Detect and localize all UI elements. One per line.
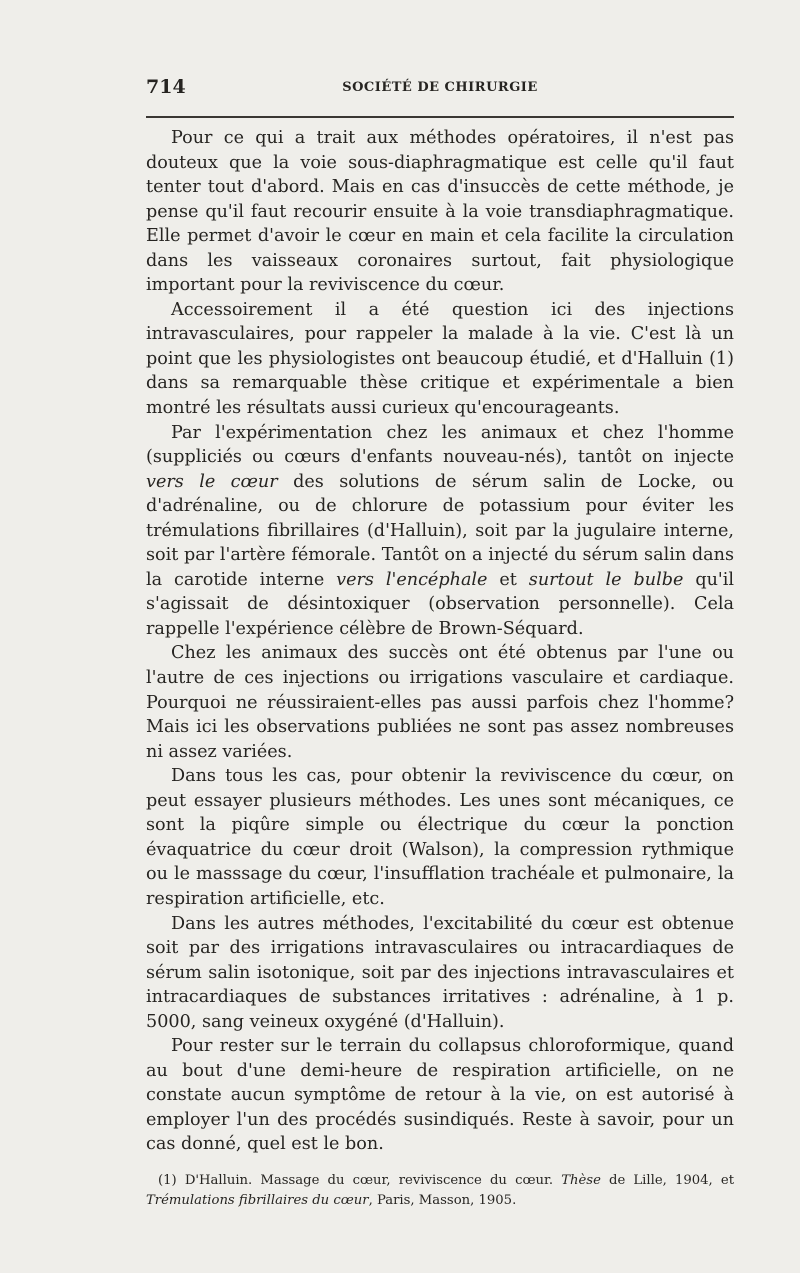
- paragraph-7: Pour rester sur le terrain du collapsus chloroformique, quand au bout d'une demi-heure de respiration artificielle, on ne constate aucun symptôme de retour à la vie, on est autorisé à employer l'un des procédés susindiqués. Reste à savoir, pour un cas donné, quel est le bon.: [146, 1036, 734, 1155]
- footnote: [146, 1171, 734, 1211]
- paragraph-3-italic-b: vers l'encéphale: [336, 569, 488, 590]
- paragraph-6: Dans les autres méthodes, l'excitabilité du cœur est obtenue soit par des irrigations intravasculaires ou intracardiaques de sérum salin isotonique, soit par des injections intravasculaires et intracardiaques de substances irritatives : adrénaline, à 1 p. 5000, sang veineux oxygéné (d'Halluin).: [146, 913, 734, 1032]
- paragraph-3-text-a: Par l'expérimentation chez les animaux et chez l'homme (suppliciés ou cœurs d'enfants nouveau-nés), tantôt on injecte: [146, 422, 734, 468]
- paragraph-1: Pour ce qui a trait aux méthodes opératoires, il n'est pas douteux que la voie sous-diaphragmatique est celle qu'il faut tenter tout d'abord. Mais en cas d'insuccès de cette méthode, je pense qu'il faut recourir ensuite à la voie transdiaphragmatique. Elle permet d'avoir le cœur en main et cela facilite la circulation dans les vaisseaux coronaires surtout, fait physiologique important pour la reviviscence du cœur.: [146, 128, 734, 296]
- footnote-text-b: de Lille, 1904, et: [600, 1173, 734, 1188]
- paragraph-3-text-c: et: [487, 569, 529, 590]
- footnote-text: [146, 1171, 734, 1211]
- page-number: 714: [146, 76, 186, 98]
- body-text: [146, 126, 734, 1157]
- footnote-text-a: (1) D'Halluin. Massage du cœur, reviviscence du cœur.: [158, 1173, 562, 1188]
- paragraph-3-text-d: qu'il s'agissait de désintoxiquer (observation personnelle). Cela rappelle l'expérience célèbre de Brown-Séquard.: [146, 569, 735, 639]
- footnote-italic-a: Thèse: [561, 1173, 601, 1188]
- footnote-text-c: , Paris, Masson, 1905.: [368, 1193, 517, 1208]
- paragraph-4: Chez les animaux des succès ont été obtenus par l'une ou l'autre de ces injections ou irrigations vasculaire et cardiaque. Pourquoi ne réussiraient-elles pas aussi parfois chez l'homme? Mais ici les observations publiées ne sont pas assez nombreuses ni assez variées.: [146, 643, 734, 762]
- paragraph-3-italic-c: surtout le bulbe: [528, 569, 684, 590]
- paragraph-3: [146, 421, 734, 642]
- paragraph-2: Accessoirement il a été question ici des injections intravasculaires, pour rappeler la malade à la vie. C'est là un point que les physiologistes ont beaucoup étudié, et d'Halluin (1) dans sa remarquable thèse critique et expérimentale a bien montré les résultats aussi curieux qu'encourageants.: [146, 299, 734, 419]
- running-title: SOCIÉTÉ DE CHIRURGIE: [342, 80, 538, 95]
- footnote-italic-b: Trémulations fibrillaires du cœur: [146, 1193, 369, 1208]
- paragraph-5: Dans tous les cas, pour obtenir la reviviscence du cœur, on peut essayer plusieurs méthodes. Les unes sont mécaniques, ce sont la piqûre simple ou électrique du cœur la ponction évaquatrice du cœur droit (Walson), la compression rythmique ou le masssage du cœur, l'insufflation trachéale et pulmonaire, la respiration artificielle, etc.: [146, 766, 734, 909]
- paragraph-3-text-b: des solutions de sérum salin de Locke, ou d'adrénaline, ou de chlorure de potassium pour éviter les trémulations fibrillaires (d'Halluin), soit par la jugulaire interne, soit par l'artère fémorale. Tantôt on a injecté du sérum salin dans la carotide interne: [146, 471, 734, 590]
- header-rule: [146, 116, 734, 118]
- paragraph-3-italic-a: vers le cœur: [146, 471, 278, 492]
- page-header: [146, 76, 734, 102]
